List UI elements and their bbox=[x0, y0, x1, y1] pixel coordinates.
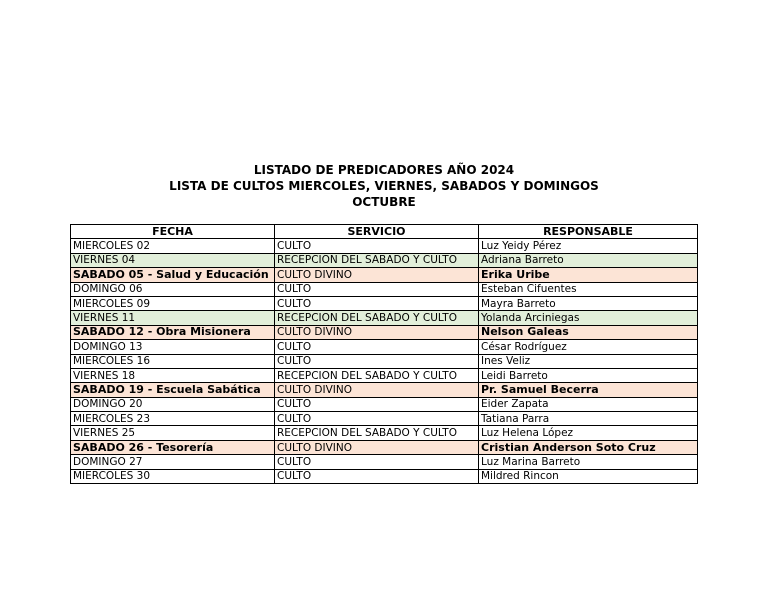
cell-responsable: Luz Yeidy Pérez bbox=[479, 239, 698, 253]
cell-fecha: SABADO 05 - Salud y Educación bbox=[71, 268, 275, 282]
cell-fecha: DOMINGO 27 bbox=[71, 455, 275, 469]
table-row bbox=[71, 397, 698, 411]
cell-fecha: VIERNES 25 bbox=[71, 426, 275, 440]
cell-fecha: MIERCOLES 02 bbox=[71, 239, 275, 253]
table-row bbox=[71, 440, 698, 454]
table-row bbox=[71, 296, 698, 310]
cell-responsable: Erika Uribe bbox=[479, 268, 698, 282]
table-header-row bbox=[71, 225, 698, 239]
month-title: OCTUBRE bbox=[352, 195, 416, 209]
cell-responsable: Nelson Galeas bbox=[479, 325, 698, 339]
column-header-servicio: SERVICIO bbox=[275, 225, 479, 239]
table-row bbox=[71, 325, 698, 339]
document-title: LISTADO DE PREDICADORES AÑO 2024 bbox=[253, 163, 515, 177]
table-row bbox=[71, 426, 698, 440]
cell-fecha: MIERCOLES 30 bbox=[71, 469, 275, 483]
preachers-table bbox=[70, 224, 698, 484]
table-row bbox=[71, 455, 698, 469]
cell-servicio: CULTO bbox=[275, 239, 479, 253]
cell-responsable: Eider Zapata bbox=[479, 397, 698, 411]
cell-fecha: VIERNES 11 bbox=[71, 311, 275, 325]
table-row bbox=[71, 253, 698, 267]
cell-fecha: VIERNES 18 bbox=[71, 368, 275, 382]
column-header-responsable: RESPONSABLE bbox=[479, 225, 698, 239]
document-subtitle: LISTA DE CULTOS MIERCOLES, VIERNES, SABADOS Y DOMINGOS bbox=[169, 179, 599, 193]
cell-fecha: DOMINGO 13 bbox=[71, 340, 275, 354]
cell-responsable: Yolanda Arciniegas bbox=[479, 311, 698, 325]
cell-servicio: CULTO bbox=[275, 455, 479, 469]
cell-servicio: RECEPCION DEL SABADO Y CULTO bbox=[275, 311, 479, 325]
cell-fecha: SABADO 12 - Obra Misionera bbox=[71, 325, 275, 339]
table-row bbox=[71, 311, 698, 325]
table-row bbox=[71, 340, 698, 354]
cell-fecha: MIERCOLES 23 bbox=[71, 412, 275, 426]
cell-servicio: CULTO DIVINO bbox=[275, 268, 479, 282]
cell-responsable: Luz Marina Barreto bbox=[479, 455, 698, 469]
cell-servicio: CULTO bbox=[275, 340, 479, 354]
cell-servicio: CULTO bbox=[275, 296, 479, 310]
cell-servicio: CULTO bbox=[275, 354, 479, 368]
cell-responsable: Tatiana Parra bbox=[479, 412, 698, 426]
cell-fecha: DOMINGO 06 bbox=[71, 282, 275, 296]
cell-responsable: Esteban Cifuentes bbox=[479, 282, 698, 296]
cell-responsable: Leidi Barreto bbox=[479, 368, 698, 382]
cell-responsable: Ines Veliz bbox=[479, 354, 698, 368]
table-row bbox=[71, 268, 698, 282]
cell-fecha: DOMINGO 20 bbox=[71, 397, 275, 411]
cell-servicio: CULTO bbox=[275, 412, 479, 426]
cell-fecha: SABADO 19 - Escuela Sabática bbox=[71, 383, 275, 397]
table-row bbox=[71, 239, 698, 253]
cell-responsable: Mayra Barreto bbox=[479, 296, 698, 310]
table-row bbox=[71, 282, 698, 296]
cell-servicio: CULTO bbox=[275, 397, 479, 411]
cell-servicio: CULTO bbox=[275, 469, 479, 483]
cell-servicio: RECEPCION DEL SABADO Y CULTO bbox=[275, 426, 479, 440]
cell-responsable: Pr. Samuel Becerra bbox=[479, 383, 698, 397]
cell-servicio: RECEPCION DEL SABADO Y CULTO bbox=[275, 368, 479, 382]
table-row bbox=[71, 368, 698, 382]
cell-servicio: CULTO DIVINO bbox=[275, 325, 479, 339]
cell-servicio: CULTO DIVINO bbox=[275, 383, 479, 397]
cell-fecha: SABADO 26 - Tesorería bbox=[71, 440, 275, 454]
cell-responsable: César Rodríguez bbox=[479, 340, 698, 354]
table-row bbox=[71, 469, 698, 483]
cell-fecha: VIERNES 04 bbox=[71, 253, 275, 267]
cell-servicio: CULTO bbox=[275, 282, 479, 296]
table-row bbox=[71, 412, 698, 426]
table-row bbox=[71, 354, 698, 368]
cell-servicio: CULTO DIVINO bbox=[275, 440, 479, 454]
cell-responsable: Cristian Anderson Soto Cruz bbox=[479, 440, 698, 454]
cell-responsable: Adriana Barreto bbox=[479, 253, 698, 267]
table-row bbox=[71, 383, 698, 397]
cell-servicio: RECEPCION DEL SABADO Y CULTO bbox=[275, 253, 479, 267]
cell-fecha: MIERCOLES 16 bbox=[71, 354, 275, 368]
cell-responsable: Luz Helena López bbox=[479, 426, 698, 440]
cell-fecha: MIERCOLES 09 bbox=[71, 296, 275, 310]
column-header-fecha: FECHA bbox=[71, 225, 275, 239]
cell-responsable: Mildred Rincon bbox=[479, 469, 698, 483]
document-header bbox=[0, 162, 768, 210]
